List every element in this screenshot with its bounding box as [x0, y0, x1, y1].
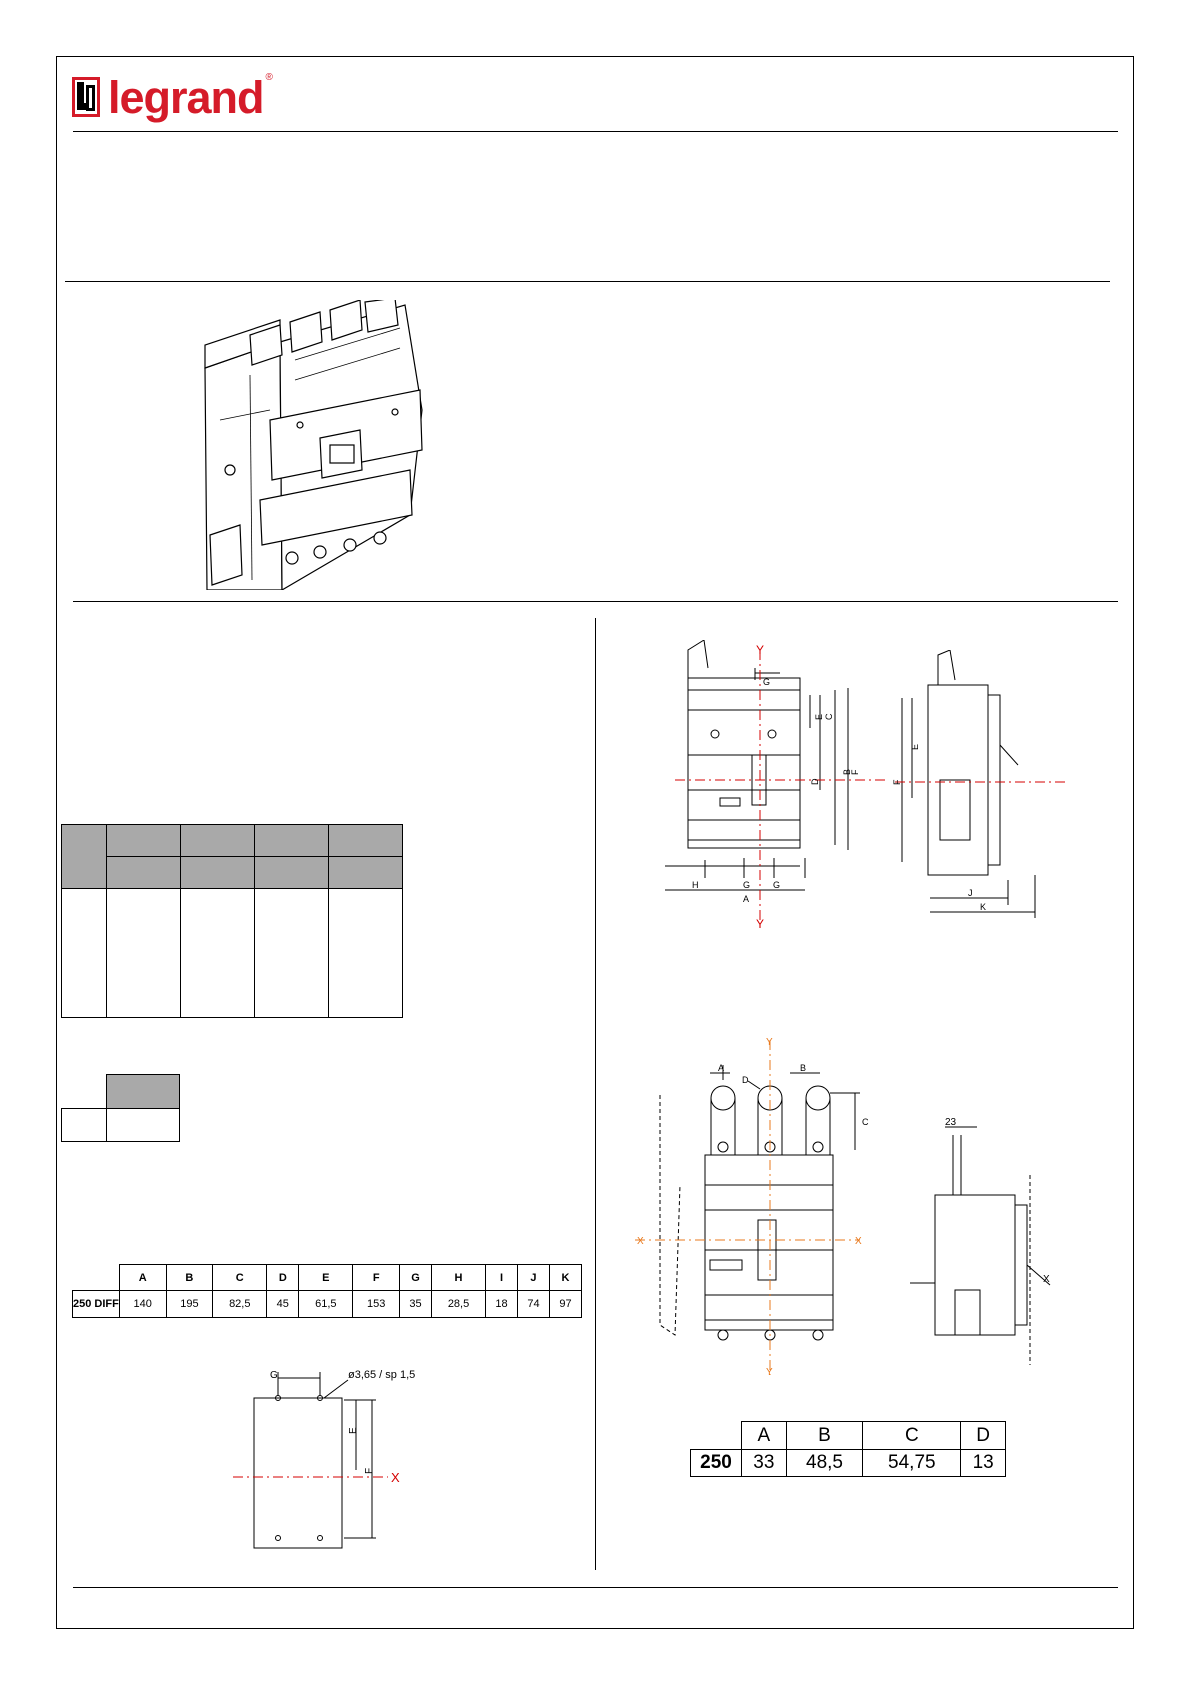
dims-header-f: F — [353, 1265, 400, 1291]
column-divider — [595, 618, 596, 1570]
rating-subheader-cell — [255, 857, 329, 889]
dims-corner — [73, 1265, 120, 1291]
dims-value-e: 61,5 — [299, 1291, 353, 1318]
front-label-g-right: G — [773, 880, 781, 890]
dims2-header-d: D — [961, 1422, 1006, 1450]
front-label-b: B — [842, 768, 852, 775]
rating-subheader-cell — [329, 857, 403, 889]
dims-header-h: H — [431, 1265, 485, 1291]
dimensions-table-diff — [72, 1264, 582, 1318]
dims-value-d: 45 — [267, 1291, 299, 1318]
dims2-header-a: A — [742, 1422, 787, 1450]
small-table-corner — [62, 1075, 107, 1109]
rating-header-cell — [255, 825, 329, 857]
dims-value-a: 140 — [119, 1291, 166, 1318]
dims2-header-b: B — [786, 1422, 863, 1450]
dims-value-j: 74 — [518, 1291, 550, 1318]
front-label-g-left: G — [743, 880, 751, 890]
rating-table — [61, 824, 403, 1018]
terminal-axis-y-top: Y — [766, 1037, 773, 1048]
front-label-a: A — [743, 894, 750, 904]
dims-header-k: K — [549, 1265, 581, 1291]
dims-header-a: A — [119, 1265, 166, 1291]
footer-rule — [73, 1587, 1118, 1588]
front-label-d: D — [810, 778, 820, 785]
template-axis-x: X — [391, 1470, 400, 1485]
dims2-value-d: 13 — [961, 1450, 1006, 1477]
terminal-axis-x-left: X — [637, 1236, 644, 1247]
terminal-axis-y-bottom: Y — [766, 1367, 773, 1378]
rating-header-cell — [329, 825, 403, 857]
dims-value-b: 195 — [166, 1291, 213, 1318]
side-label-j: J — [968, 888, 973, 898]
dims-value-c: 82,5 — [213, 1291, 267, 1318]
dims-value-f: 153 — [353, 1291, 400, 1318]
dims2-header-c: C — [863, 1422, 961, 1450]
dims-header-g: G — [400, 1265, 432, 1291]
drilling-template-drawing — [228, 1358, 478, 1558]
rating-table-corner — [62, 825, 107, 889]
legrand-logo — [72, 66, 273, 128]
side-view-drawing — [890, 650, 1070, 920]
rating-header-cell — [181, 825, 255, 857]
rating-body-cell — [181, 889, 255, 1018]
dims-header-j: J — [518, 1265, 550, 1291]
dims2-corner — [691, 1422, 742, 1450]
rating-body-cell — [329, 889, 403, 1018]
dims2-value-a: 33 — [742, 1450, 787, 1477]
rating-subheader-cell — [107, 857, 181, 889]
dims2-value-c: 54,75 — [863, 1450, 961, 1477]
dims-row-label: 250 DIFF — [73, 1291, 120, 1318]
small-table-cell — [62, 1109, 107, 1142]
terminal-label-b: B — [800, 1063, 807, 1073]
dims2-row-label: 250 — [691, 1450, 742, 1477]
dims-value-g: 35 — [400, 1291, 432, 1318]
terminal-label-d: D — [742, 1075, 749, 1085]
front-axis-y-top: Y — [756, 643, 765, 657]
small-table — [61, 1074, 180, 1142]
side-label-e: E — [910, 743, 920, 750]
dims-header-b: B — [166, 1265, 213, 1291]
template-hole-note: ø3,65 / sp 1,5 — [348, 1369, 416, 1381]
product-illustration — [200, 300, 430, 590]
title-rule — [65, 281, 1110, 282]
small-table-header — [107, 1075, 180, 1109]
front-axis-y-bottom: Y — [756, 917, 765, 930]
front-label-e: E — [814, 713, 824, 720]
dims-header-i: I — [486, 1265, 518, 1291]
terminal-side-axis-x: X — [1043, 1274, 1050, 1285]
small-table-cell — [107, 1109, 180, 1142]
front-label-c: C — [824, 713, 834, 720]
side-label-f: F — [892, 779, 902, 785]
template-label-f: F — [364, 1467, 375, 1474]
dims-value-i: 18 — [486, 1291, 518, 1318]
rating-body-cell — [62, 889, 107, 1018]
rating-subheader-cell — [181, 857, 255, 889]
rating-body-cell — [255, 889, 329, 1018]
registered-mark: ® — [265, 72, 273, 83]
front-view-drawing — [660, 640, 900, 930]
terminal-label-a: A — [718, 1063, 725, 1073]
terminal-front-drawing — [630, 1035, 870, 1380]
front-label-f: F — [850, 769, 860, 775]
dimensions-table-terminals — [690, 1421, 1006, 1477]
side-label-k: K — [980, 902, 987, 912]
terminal-label-c: C — [862, 1117, 869, 1127]
front-label-h: H — [692, 880, 699, 890]
terminal-side-label-23: 23 — [945, 1117, 957, 1128]
dims-value-k: 97 — [549, 1291, 581, 1318]
template-label-g: G — [270, 1370, 278, 1381]
front-label-g-top: G — [763, 677, 771, 687]
terminal-axis-x-right: X — [855, 1236, 862, 1247]
dims2-value-b: 48,5 — [786, 1450, 863, 1477]
dims-header-e: E — [299, 1265, 353, 1291]
header-rule — [73, 131, 1118, 132]
template-label-e: E — [348, 1427, 359, 1434]
dims-header-d: D — [267, 1265, 299, 1291]
terminal-side-drawing — [905, 1115, 1055, 1375]
dims-value-h: 28,5 — [431, 1291, 485, 1318]
rating-body-cell — [107, 889, 181, 1018]
dims-header-c: C — [213, 1265, 267, 1291]
rating-header-cell — [107, 825, 181, 857]
section-rule — [73, 601, 1118, 602]
logo-wordmark: legrand — [108, 71, 264, 123]
legrand-logo-icon — [72, 77, 100, 117]
